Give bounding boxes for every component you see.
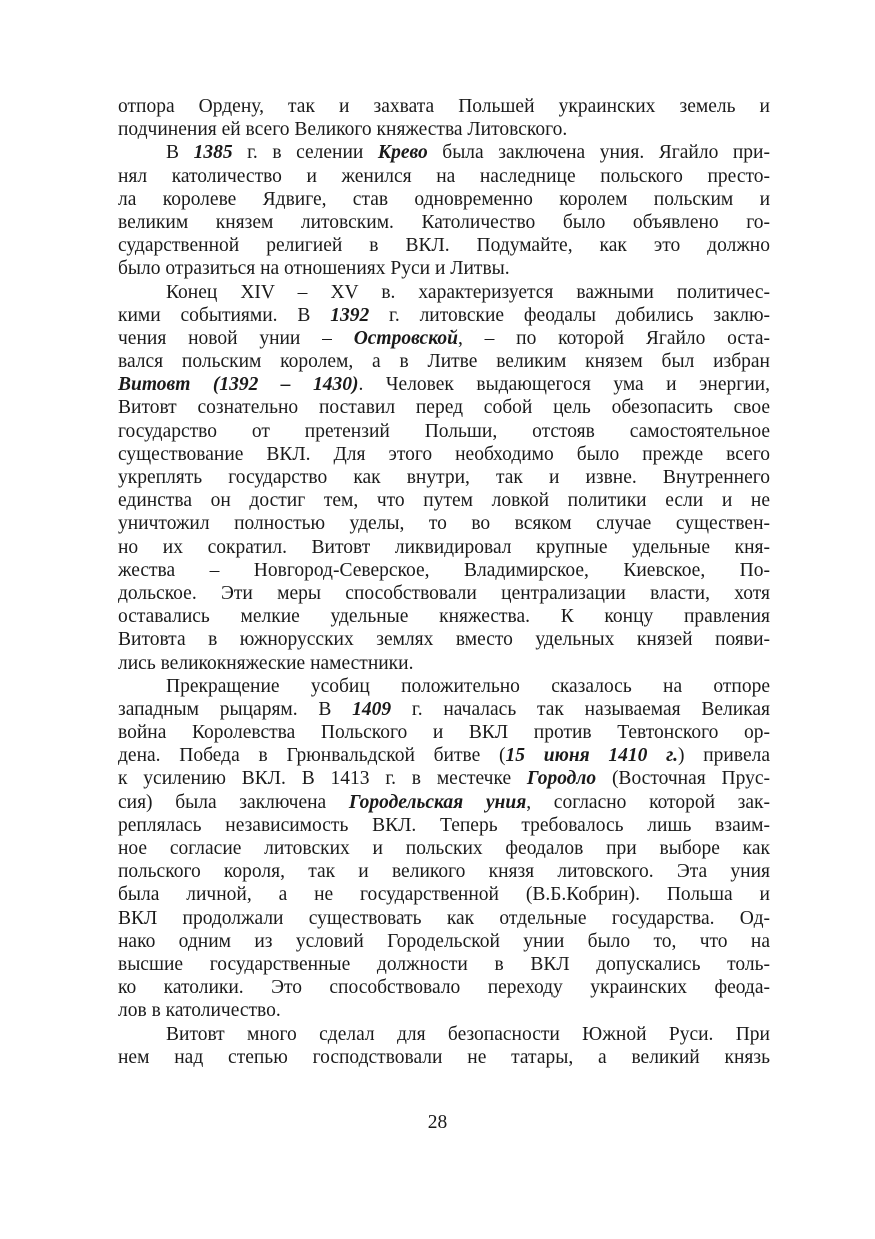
text-line: но их сократил. Витовт ликвидировал крупные удельные кня- <box>118 536 770 558</box>
text-run: , согласно которой зак- <box>526 791 770 813</box>
emphasized-term: Витовт (1392 – 1430) <box>118 374 359 396</box>
text-line: Витовт много сделал для безопасности Южной Руси. При <box>166 1023 770 1045</box>
text-line <box>118 327 770 350</box>
text-line: укреплять государство как внутри, так и извне. Внутреннего <box>118 467 770 488</box>
text-run: чения новой унии – <box>118 327 354 349</box>
text-line: лись великокняжеские наместники. <box>118 652 414 674</box>
emphasized-term: Городельская уния <box>348 791 527 813</box>
text-line: было отразиться на отношениях Руси и Литвы. <box>118 258 510 280</box>
text-line: единства он достиг тем, что путем ловкой политики если и не <box>118 490 770 512</box>
text-line <box>118 373 770 396</box>
emphasized-term: Островской <box>353 327 458 349</box>
text-line: ВКЛ продолжали существовать как отдельные государства. Од- <box>118 907 770 929</box>
text-line: нял католичество и женился на наследнице польского престо- <box>118 165 770 187</box>
emphasized-term: 1392 <box>330 304 370 326</box>
text-line: нако одним из условий Городельской унии было то, что на <box>118 930 770 952</box>
text-line <box>118 141 770 164</box>
text-run: кими событиями. В <box>118 304 331 326</box>
text-run: к усилению ВКЛ. В 1413 г. в местечке <box>118 768 527 790</box>
text-run: была заключена уния. Ягайло при- <box>427 142 770 164</box>
text-run: сия) была заключена <box>118 791 349 813</box>
text-line: война Королевства Польского и ВКЛ против Тевтонского ор- <box>118 722 770 744</box>
text-line: оставались мелкие удельные княжества. К концу правления <box>118 606 770 628</box>
text-line: отпора Ордену, так и захвата Польшей украинских земель и <box>118 96 770 117</box>
page-number: 28 <box>427 1112 448 1133</box>
text-line: существование ВКЛ. Для этого необходимо было прежде всего <box>118 443 770 465</box>
text-line: подчинения ей всего Великого княжества Литовского. <box>118 119 568 141</box>
emphasized-term: 1409 <box>352 698 392 720</box>
text-line: жества – Новгород-Северское, Владимирское, Киевское, По- <box>118 559 770 581</box>
text-line: Витовт сознательно поставил перед собой цель обезопасить свое <box>118 397 770 419</box>
text-line: дольское. Эти меры способствовали централизации власти, хотя <box>118 582 770 604</box>
emphasized-term: 15 июня 1410 г. <box>505 745 678 767</box>
text-run: г. в селении <box>232 142 378 164</box>
text-line: сударственной религией в ВКЛ. Подумайте, как это должно <box>118 235 770 257</box>
text-line <box>118 767 770 790</box>
text-run: . Человек выдающегося ума и энергии, <box>358 374 770 396</box>
text-run: (Восточная Прус- <box>596 768 770 790</box>
text-run: западным рыцарям. В <box>118 698 353 720</box>
text-line: ко католики. Это способствовало переходу украинских феода- <box>118 977 770 999</box>
text-line: высшие государственные должности в ВКЛ допускались толь- <box>118 953 770 975</box>
emphasized-term: Крево <box>377 142 428 164</box>
text-line <box>118 744 770 767</box>
text-line: Витовта в южнорусских землях вместо удельных князей появи- <box>118 629 770 651</box>
text-run: г. началась так называемая Великая <box>391 698 771 720</box>
text-line: была личной, а не государственной (В.Б.Кобрин). Польша и <box>118 884 770 906</box>
emphasized-term: Городло <box>526 768 597 790</box>
text-line: ла королеве Ядвиге, став одновременно королем польским и <box>118 188 770 210</box>
text-line: Прекращение усобиц положительно сказалось на отпоре <box>166 675 770 697</box>
text-line <box>118 791 770 814</box>
page-body <box>118 95 770 1069</box>
text-run: ) привела <box>678 745 770 767</box>
text-line: Конец XIV – XV в. характеризуется важными политичес- <box>166 281 770 303</box>
text-line: государство от претензий Польши, отстояв самостоятельное <box>118 420 770 442</box>
emphasized-term: 1385 <box>193 142 233 164</box>
text-line <box>118 304 770 327</box>
text-line <box>118 698 770 721</box>
text-line: лов в католичество. <box>118 1000 281 1022</box>
text-run: дена. Победа в Грюнвальдской битве ( <box>118 745 506 767</box>
text-line: уничтожил полностью уделы, то во всяком случае существен- <box>118 513 770 535</box>
text-line: великим князем литовским. Католичество было объявлено го- <box>118 211 770 233</box>
text-line: ное согласие литовских и польских феодалов при выборе как <box>118 838 770 859</box>
text-line: реплялась независимость ВКЛ. Теперь требовалось лишь взаим- <box>118 814 770 836</box>
text-run: г. литовские феодалы добились заклю- <box>369 304 771 326</box>
text-run: В <box>166 142 194 164</box>
text-line: нем над степью господствовали не татары, а великий князь <box>118 1046 770 1068</box>
text-run: , – по которой Ягайло оста- <box>457 327 770 349</box>
text-line: польского короля, так и великого князя литовского. Эта уния <box>118 861 770 883</box>
text-line: вался польским королем, а в Литве великим князем был избран <box>118 351 770 373</box>
